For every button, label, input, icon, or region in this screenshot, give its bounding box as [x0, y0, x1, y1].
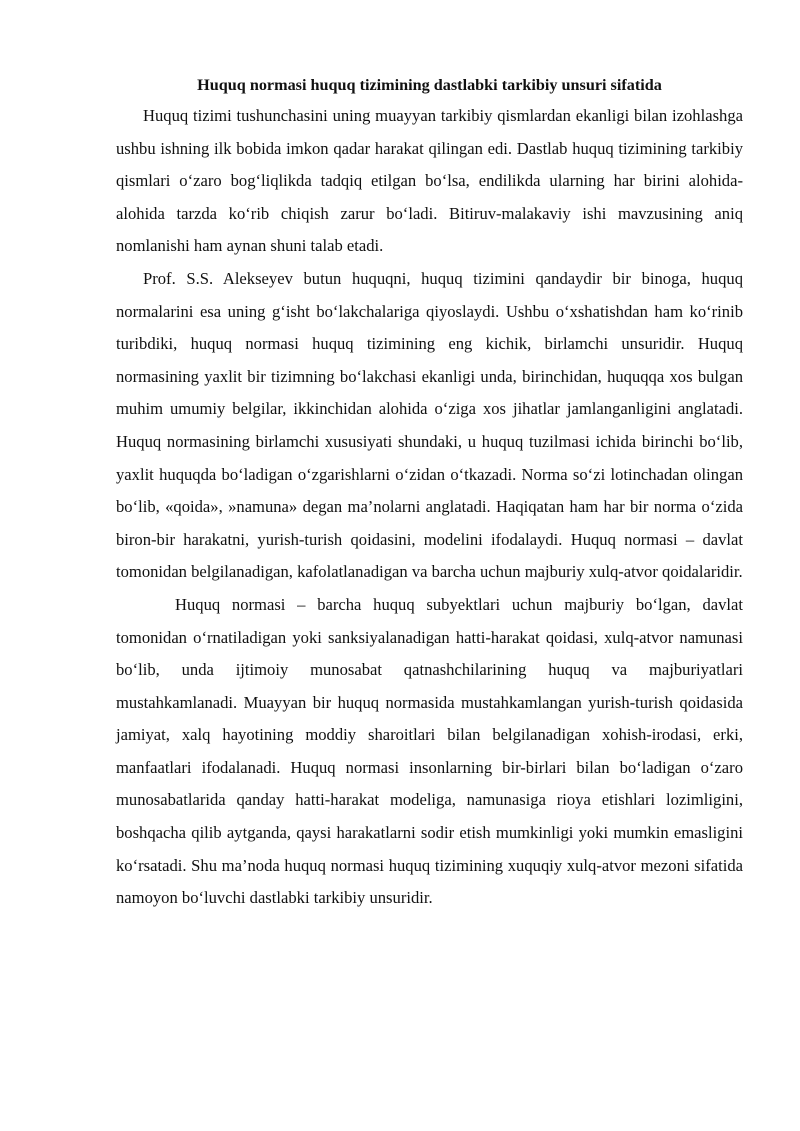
- paragraph-2: Prof. S.S. Alekseyev butun huquqni, huquq tizimini qandaydir bir binoga, huquq normalarini esa uning g‘isht bo‘lakchalariga qiyoslaydi. Ushbu o‘xshatishdan ham ko‘rinib turibdiki, huquq normasi huquq tizimining eng kichik, birlamchi unsuridir. Huquq normasining yaxlit bir tizimning bo‘lakchasi ekanligi unda, birinchidan, huquqqa xos bulgan muhim umumiy belgilar, ikkinchidan alohida o‘ziga xos jihatlar jamlanganligini anglatadi. Huquq normasining birlamchi xususiyati shundaki, u huquq tuzilmasi ichida birinchi bo‘lib, yaxlit huquqda bo‘ladigan o‘zgarishlarni o‘zidan o‘tkazadi. Norma so‘zi lotinchadan olingan bo‘lib, «qoida», »namuna» degan ma’nolarni anglatadi. Haqiqatan ham har bir norma o‘zida biron-bir harakatni, yurish-turish qoidasini, modelini ifodalaydi. Huquq normasi – davlat tomonidan belgilanadigan, kafolatlanadigan va barcha uchun majburiy xulq-atvor qoidalaridir.: [116, 268, 743, 582]
- document-title: Huquq normasi huquq tizimining dastlabki tarkibiy unsuri sifatida: [197, 76, 662, 94]
- paragraph-3: Huquq normasi – barcha huquq subyektlari uchun majburiy bo‘lgan, davlat tomonidan o‘rnatiladigan yoki sanksiyalanadigan hatti-harakat qoidasi, xulq-atvor namunasi bo‘lib, unda ijtimoiy munosabat qatnashchilarining huquq va majburiyatlari mustahkamlanadi. Muayyan bir huquq normasida mustahkamlangan yurish-turish qoidasida jamiyat, xalq hayotining moddiy sharoitlari bilan belgilanadigan xohish-irodasi, erki, manfaatlari ifodalanadi. Huquq normasi insonlarning bir-birlari bilan bo‘ladigan o‘zaro munosabatlarida qanday hatti-harakat modeliga, namunasiga rioya etishlari lozimligini, boshqacha qilib aytganda, qaysi harakatlarni sodir etish mumkinligi yoki mumkin emasligini ko‘rsatadi. Shu ma’noda huquq normasi huquq tizimining xuquqiy xulq-atvor mezoni sifatida namoyon bo‘luvchi dastlabki tarkibiy unsuridir.: [116, 594, 743, 908]
- document-body: [116, 72, 743, 915]
- paragraph-1: Huquq tizimi tushunchasini uning muayyan tarkibiy qismlardan ekanligi bilan izohlashga ushbu ishning ilk bobida imkon qadar harakat qilingan edi. Dastlab huquq tizimining tarkibiy qismlari o‘zaro bog‘liqlikda tadqiq etilgan bo‘lsa, endilikda ularning har birini alohida-alohida tarzda ko‘rib chiqish zarur bo‘ladi. Bitiruv-malakaviy ishi mavzusining aniq nomlanishi ham aynan shuni talab etadi.: [116, 106, 743, 256]
